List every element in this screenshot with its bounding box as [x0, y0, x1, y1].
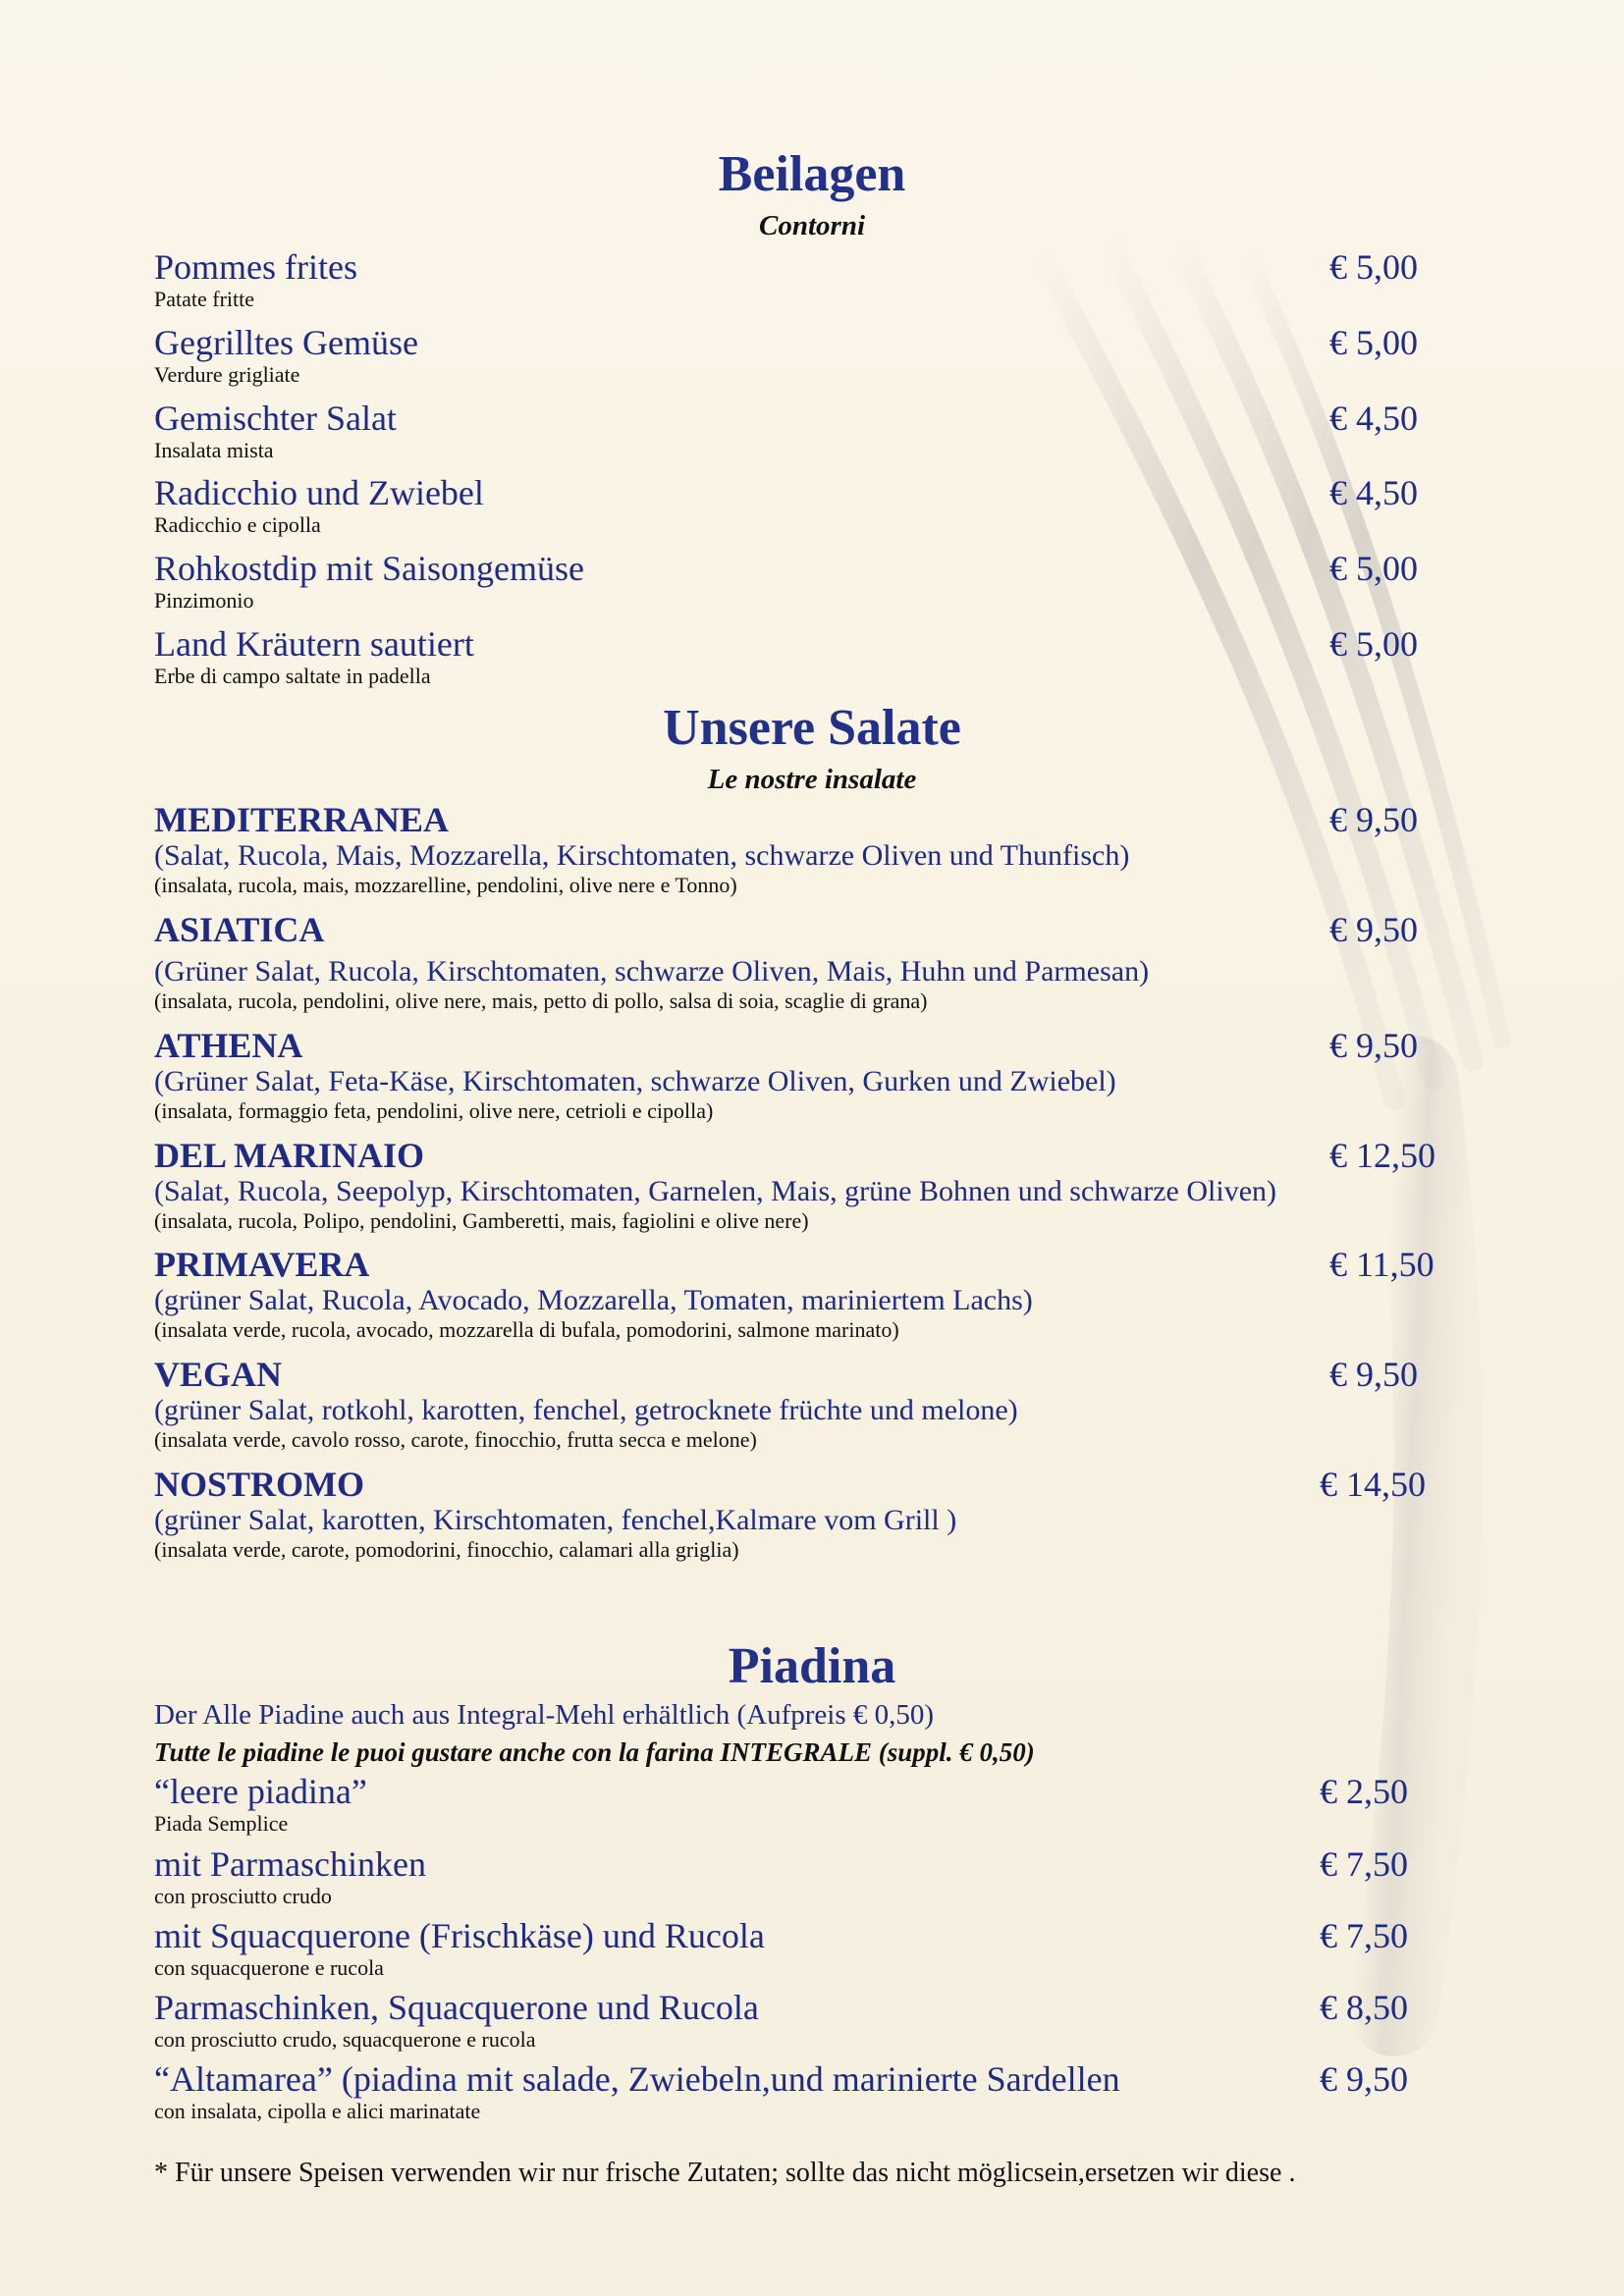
menu-item [154, 1245, 1450, 1343]
item-price: € 12,50 [1329, 1136, 1435, 1175]
menu-item [154, 1136, 1450, 1234]
item-name: Radicchio und Zwiebel [154, 473, 484, 512]
item-price: € 9,50 [1320, 2059, 1408, 2099]
item-translation: Pinzimonio [154, 588, 254, 613]
menu-item [154, 2059, 1450, 2124]
item-price: € 5,00 [1329, 549, 1418, 588]
item-price: € 5,00 [1329, 624, 1418, 664]
item-description: (Grüner Salat, Feta-Käse, Kirschtomaten, schwarze Oliven, Gurken und Zwiebel) [154, 1065, 1116, 1097]
item-price: € 5,00 [1329, 247, 1418, 287]
item-price: € 9,50 [1329, 910, 1418, 949]
item-translation: (insalata verde, carote, pomodorini, finocchio, calamari alla griglia) [154, 1537, 739, 1562]
item-description: (Grüner Salat, Rucola, Kirschtomaten, schwarze Oliven, Mais, Huhn und Parmesan) [154, 955, 1150, 988]
menu-item [154, 1465, 1450, 1563]
piadina-note-italian: Tutte le piadine le puoi gustare anche con la farina INTEGRALE (suppl. € 0,50) [154, 1737, 1035, 1767]
menu-item [154, 910, 1450, 1014]
item-price: € 9,50 [1329, 800, 1418, 839]
item-translation: (insalata verde, rucola, avocado, mozzarella di bufala, pomodorini, salmone marinato) [154, 1317, 899, 1342]
item-name: “leere piadina” [154, 1772, 367, 1811]
item-price: € 8,50 [1320, 1988, 1408, 2027]
menu-item [154, 323, 1450, 388]
item-name: NOSTROMO [154, 1465, 365, 1504]
item-name: PRIMAVERA [154, 1245, 370, 1284]
item-name: Gegrilltes Gemüse [154, 323, 418, 362]
section-subtitle-contorni: Contorni [759, 210, 865, 241]
item-description: (grüner Salat, Rucola, Avocado, Mozzarella, Tomaten, mariniertem Lachs) [154, 1284, 1033, 1316]
item-translation: con prosciutto crudo [154, 1884, 332, 1908]
footer-note: * Für unsere Speisen verwenden wir nur frische Zutaten; sollte das nicht möglicsein,ersetzen wir diese . [154, 2158, 1296, 2188]
section-title-beilagen: Beilagen [718, 146, 906, 202]
menu-item [154, 399, 1450, 463]
item-price: € 4,50 [1329, 399, 1418, 438]
item-price: € 7,50 [1320, 1916, 1408, 1955]
menu-item [154, 1844, 1450, 1909]
item-description: (Salat, Rucola, Seepolyp, Kirschtomaten, Garnelen, Mais, grüne Bohnen und schwarze Oliven) [154, 1175, 1277, 1207]
item-translation: Verdure grigliate [154, 362, 300, 387]
item-translation: Erbe di campo saltate in padella [154, 664, 431, 688]
item-price: € 9,50 [1329, 1026, 1418, 1065]
item-description: (grüner Salat, karotten, Kirschtomaten, fenchel,Kalmare vom Grill ) [154, 1504, 957, 1536]
item-description: (Salat, Rucola, Mais, Mozzarella, Kirschtomaten, schwarze Oliven und Thunfisch) [154, 839, 1130, 872]
item-price: € 9,50 [1329, 1355, 1418, 1394]
item-name: Pommes frites [154, 247, 357, 287]
item-translation: (insalata, rucola, pendolini, olive nere, mais, petto di pollo, salsa di soia, scaglie di grana) [154, 988, 928, 1013]
item-name: ATHENA [154, 1026, 303, 1065]
menu-item [154, 1026, 1450, 1124]
item-name: Rohkostdip mit Saisongemüse [154, 549, 585, 588]
item-name: mit Parmaschinken [154, 1844, 426, 1884]
item-price: € 7,50 [1320, 1844, 1408, 1884]
item-name: mit Squacquerone (Frischkäse) und Rucola [154, 1916, 765, 1955]
item-translation: Radicchio e cipolla [154, 512, 321, 537]
item-translation: con squacquerone e rucola [154, 1955, 384, 1980]
item-translation: (insalata, formaggio feta, pendolini, olive nere, cetrioli e cipolla) [154, 1098, 714, 1123]
item-translation: Patate fritte [154, 287, 255, 311]
section-title-piadina: Piadina [728, 1638, 896, 1694]
menu-item [154, 247, 1450, 312]
item-price: € 5,00 [1329, 323, 1418, 362]
piadina-note-german: Der Alle Piadine auch aus Integral-Mehl erhältlich (Aufpreis € 0,50) [154, 1699, 935, 1731]
menu-item [154, 1988, 1450, 2053]
item-translation: Piada Semplice [154, 1811, 289, 1836]
item-name: Parmaschinken, Squacquerone und Rucola [154, 1988, 759, 2027]
item-price: € 2,50 [1320, 1772, 1408, 1811]
menu-item [154, 1355, 1450, 1453]
menu-item [154, 549, 1450, 614]
item-description: (grüner Salat, rotkohl, karotten, fenchel, getrocknete früchte und melone) [154, 1394, 1018, 1426]
item-name: “Altamarea” (piadina mit salade, Zwiebeln,und marinierte Sardellen [154, 2059, 1120, 2099]
item-price: € 4,50 [1329, 473, 1418, 512]
menu-item [154, 624, 1450, 689]
item-price: € 14,50 [1320, 1465, 1426, 1504]
item-translation: (insalata, rucola, mais, mozzarelline, pendolini, olive nere e Tonno) [154, 873, 737, 897]
item-name: ASIATICA [154, 910, 325, 949]
item-translation: Insalata mista [154, 438, 274, 462]
item-translation: (insalata verde, cavolo rosso, carote, finocchio, frutta secca e melone) [154, 1427, 757, 1452]
menu-item [154, 473, 1450, 538]
menu-item [154, 1772, 1450, 1837]
item-name: Gemischter Salat [154, 399, 397, 438]
menu-item [154, 1916, 1450, 1981]
item-name: DEL MARINAIO [154, 1136, 425, 1175]
item-price: € 11,50 [1329, 1245, 1435, 1284]
section-title-salate: Unsere Salate [663, 700, 961, 756]
item-name: Land Kräutern sautiert [154, 624, 474, 664]
item-name: MEDITERRANEA [154, 800, 450, 839]
item-translation: con prosciutto crudo, squacquerone e rucola [154, 2027, 536, 2052]
item-translation: (insalata, rucola, Polipo, pendolini, Gamberetti, mais, fagiolini e olive nere) [154, 1208, 809, 1233]
menu-item [154, 800, 1450, 898]
section-subtitle-insalate: Le nostre insalate [707, 764, 917, 795]
item-translation: con insalata, cipolla e alici marinatate [154, 2099, 481, 2123]
item-name: VEGAN [154, 1355, 283, 1394]
